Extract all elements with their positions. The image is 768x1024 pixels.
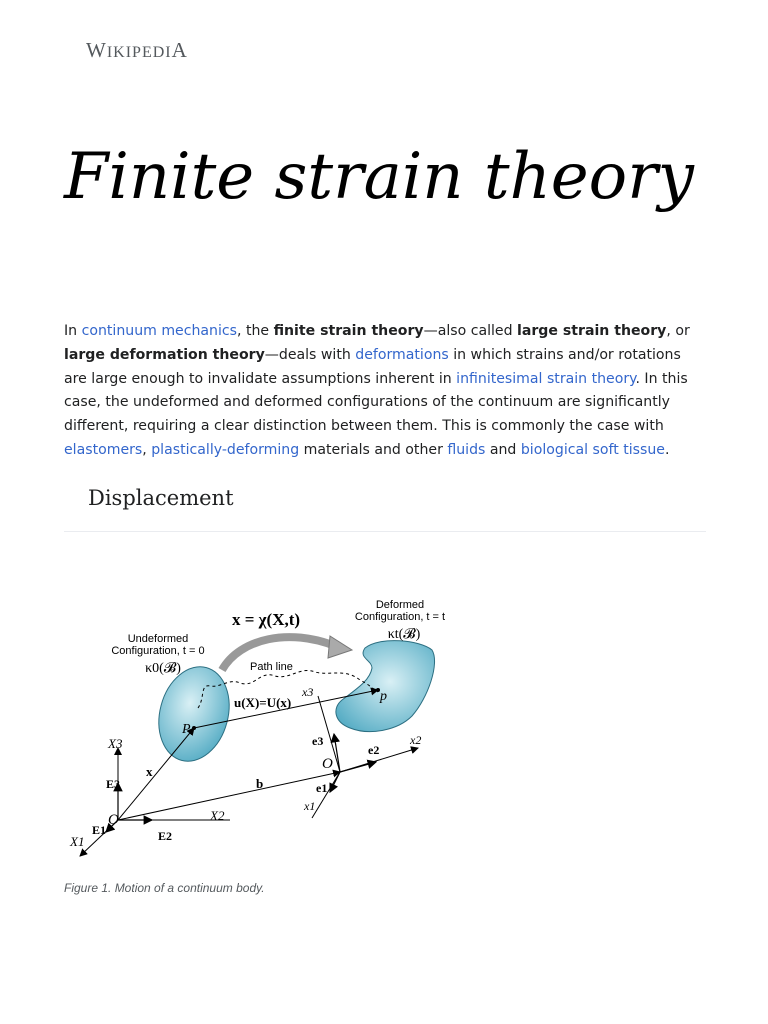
label-e1: e1	[316, 781, 328, 795]
section-divider	[64, 531, 706, 532]
label-undeformed-config: Configuration, t = 0	[111, 645, 205, 657]
section-heading-displacement[interactable]: Displacement	[88, 486, 234, 510]
link-plastically-deforming[interactable]: plastically-deforming	[151, 441, 300, 458]
label-origin-o: O	[322, 756, 333, 772]
link-elastomers[interactable]: elastomers	[64, 441, 143, 458]
label-E3: E3	[106, 777, 121, 791]
label-e3: e3	[312, 734, 324, 748]
link-biological-soft-tissue[interactable]: biological soft tissue	[520, 441, 665, 458]
page-title: Finite strain theory	[64, 140, 694, 214]
label-E2: E2	[158, 829, 173, 843]
label-kappa-t: κt(𝓑)	[387, 627, 421, 642]
figure-motion-of-continuum[interactable]	[60, 588, 480, 868]
label-X1: X1	[70, 834, 85, 849]
label-undeformed: Undeformed	[127, 633, 189, 645]
continuum-diagram	[60, 588, 480, 868]
label-X2: X2	[210, 808, 225, 823]
label-point-p: p	[380, 689, 387, 704]
label-deformed: Deformed	[375, 599, 425, 611]
deformed-body	[336, 641, 435, 732]
label-E1: E1	[92, 823, 107, 837]
label-vector-b: b	[256, 776, 264, 791]
label-e2: e2	[368, 743, 380, 757]
link-continuum-mechanics[interactable]: continuum mechanics	[81, 323, 237, 339]
figure-caption: Figure 1. Motion of a continuum body.	[64, 881, 265, 895]
label-vector-x: x	[146, 764, 153, 779]
label-path-line: Path line	[250, 661, 293, 673]
label-x2: x2	[410, 733, 422, 747]
label-kappa-0: κ0(𝓑)	[145, 661, 181, 676]
label-point-P: P	[182, 722, 191, 737]
label-x3: x3	[302, 685, 314, 699]
label-x1: x1	[304, 799, 316, 813]
lead-paragraph: In continuum mechanics, the finite strain theory—also called large strain theory, or large deformation theory—deals with deformations in which strains and/or rotations are large enough to invalidate assumptions inherent in infinitesimal strain theory. In this case, the undeformed and deformed configurations of the continuum are significantly different, requiring a clear distinction between them. This is commonly the case with elastomers, plastically-deforming materials and other fluids and biological soft tissue.	[64, 323, 690, 458]
link-fluids[interactable]: fluids	[447, 441, 486, 458]
wikipedia-logo[interactable]: WIKIPEDIA	[86, 38, 188, 62]
link-infinitesimal-strain-theory[interactable]: infinitesimal strain theory	[456, 370, 636, 387]
link-deformations[interactable]: deformations	[355, 346, 449, 363]
label-origin-O: O	[108, 812, 119, 828]
label-X3: X3	[108, 736, 123, 751]
label-mapping: x = χ(X,t)	[232, 610, 301, 629]
label-deformed-config: Configuration, t = t	[354, 611, 446, 623]
label-displacement: u(X)=U(x)	[234, 695, 292, 710]
